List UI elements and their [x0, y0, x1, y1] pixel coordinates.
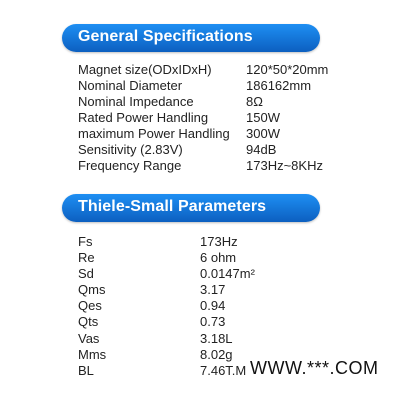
- param-label: Qts: [78, 314, 99, 330]
- param-value: 173Hz: [200, 234, 238, 249]
- param-label: Mms: [78, 346, 107, 362]
- general-specifications-header: [62, 24, 320, 52]
- thiele-small-parameters-header: [62, 194, 320, 222]
- param-value: 6 ohm: [200, 250, 237, 266]
- spec-label: maximum Power Handling: [78, 126, 230, 141]
- param-value: 0.94: [200, 298, 226, 314]
- param-value: 0.0147m²: [200, 266, 255, 282]
- param-label: Re: [78, 250, 95, 266]
- spec-value: 120*50*20mm: [246, 62, 329, 77]
- param-value: 3.17: [200, 282, 226, 298]
- param-label: BL: [78, 362, 94, 378]
- spec-label: Magnet size(ODxIDxH): [78, 62, 212, 77]
- spec-value: 186162mm: [246, 78, 312, 93]
- param-value: 3.18L: [200, 330, 233, 346]
- spec-value: 150W: [246, 110, 280, 125]
- thiele-small-parameters-title: Thiele-Small Parameters: [78, 198, 267, 215]
- spec-value: 173Hz~8KHz: [246, 158, 323, 173]
- param-label: Vas: [78, 330, 100, 346]
- param-label: Sd: [78, 266, 94, 282]
- param-value: 7.46T.M: [200, 362, 247, 378]
- spec-label: Frequency Range: [78, 158, 182, 173]
- param-value: 8.02g: [200, 346, 233, 362]
- spec-label: Rated Power Handling: [78, 110, 209, 125]
- param-value: 0.73: [200, 314, 226, 330]
- spec-label: Nominal Impedance: [78, 94, 194, 109]
- param-label: Fs: [78, 234, 93, 249]
- spec-label: Sensitivity (2.83V): [78, 142, 183, 157]
- param-label: Qes: [78, 298, 102, 314]
- spec-label: Nominal Diameter: [78, 78, 183, 93]
- spec-value: 8Ω: [246, 94, 263, 109]
- general-specifications-title: General Specifications: [78, 28, 253, 45]
- param-label: Qms: [78, 282, 106, 298]
- watermark: WWW.***.COM: [250, 358, 379, 378]
- spec-value: 300W: [246, 126, 280, 141]
- spec-value: 94dB: [246, 142, 277, 157]
